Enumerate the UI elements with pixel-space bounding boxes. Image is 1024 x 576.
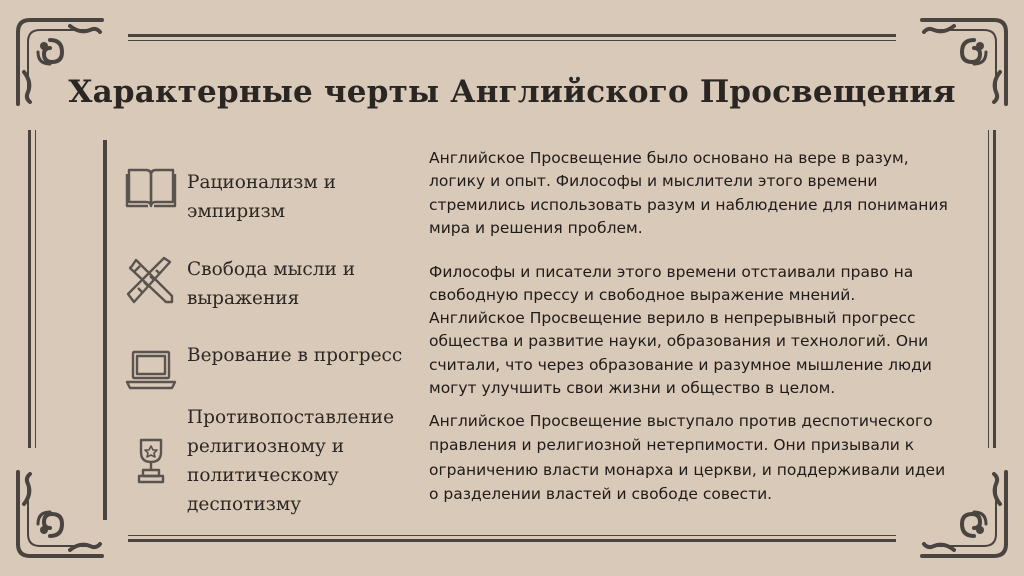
top-rule-outer bbox=[128, 34, 896, 37]
right-rule-outer bbox=[993, 130, 996, 448]
top-rule-inner bbox=[128, 40, 896, 41]
pencil-ruler-icon bbox=[124, 254, 178, 308]
item-description-freedom: Философы и писатели этого времени отстаивали право на свободную прессу и свободное выражение мнений. bbox=[429, 263, 914, 305]
item-label-freedom: Свобода мысли и выражения bbox=[187, 259, 356, 309]
item-description-despotism: Английское Просвещение выступало против деспотического правления и религиозной нетерпимости. Они призывали к ограничению власти монарха и церкви, и поддерживали идеи о разделении властей и свободе совести. bbox=[429, 412, 946, 503]
item-label-despotism: Противопоставление религиозному и политическому деспотизму bbox=[187, 407, 395, 515]
item-description-rationalism: Английское Просвещение было основано на вере в разум, логику и опыт. Философы и мыслители этого времени стремились использовать разум и наблюдение для понимания мира и решения проблем. bbox=[429, 149, 948, 237]
right-rule-inner bbox=[988, 130, 989, 448]
item-description-progress: Английское Просвещение верило в непрерывный прогресс общества и развитие науки, образования и технологий. Они считали, что через образование и разумное мышление люди могут улучшить свои жизни и общество в целом. bbox=[429, 309, 932, 397]
laptop-icon bbox=[124, 342, 178, 396]
bottom-rule-outer bbox=[128, 539, 896, 542]
left-divider bbox=[103, 140, 107, 520]
left-rule-inner bbox=[35, 130, 36, 448]
item-label-progress: Верование в прогресс bbox=[187, 345, 403, 366]
page-title: Характерные черты Английского Просвещения bbox=[68, 74, 956, 110]
trophy-icon bbox=[124, 434, 178, 488]
book-icon bbox=[124, 160, 178, 214]
corner-ornament-bottom-left-icon bbox=[10, 464, 110, 564]
bottom-rule-inner bbox=[128, 535, 896, 536]
item-label-rationalism: Рационализм и эмпиризм bbox=[187, 172, 336, 222]
left-rule-outer bbox=[28, 130, 31, 448]
